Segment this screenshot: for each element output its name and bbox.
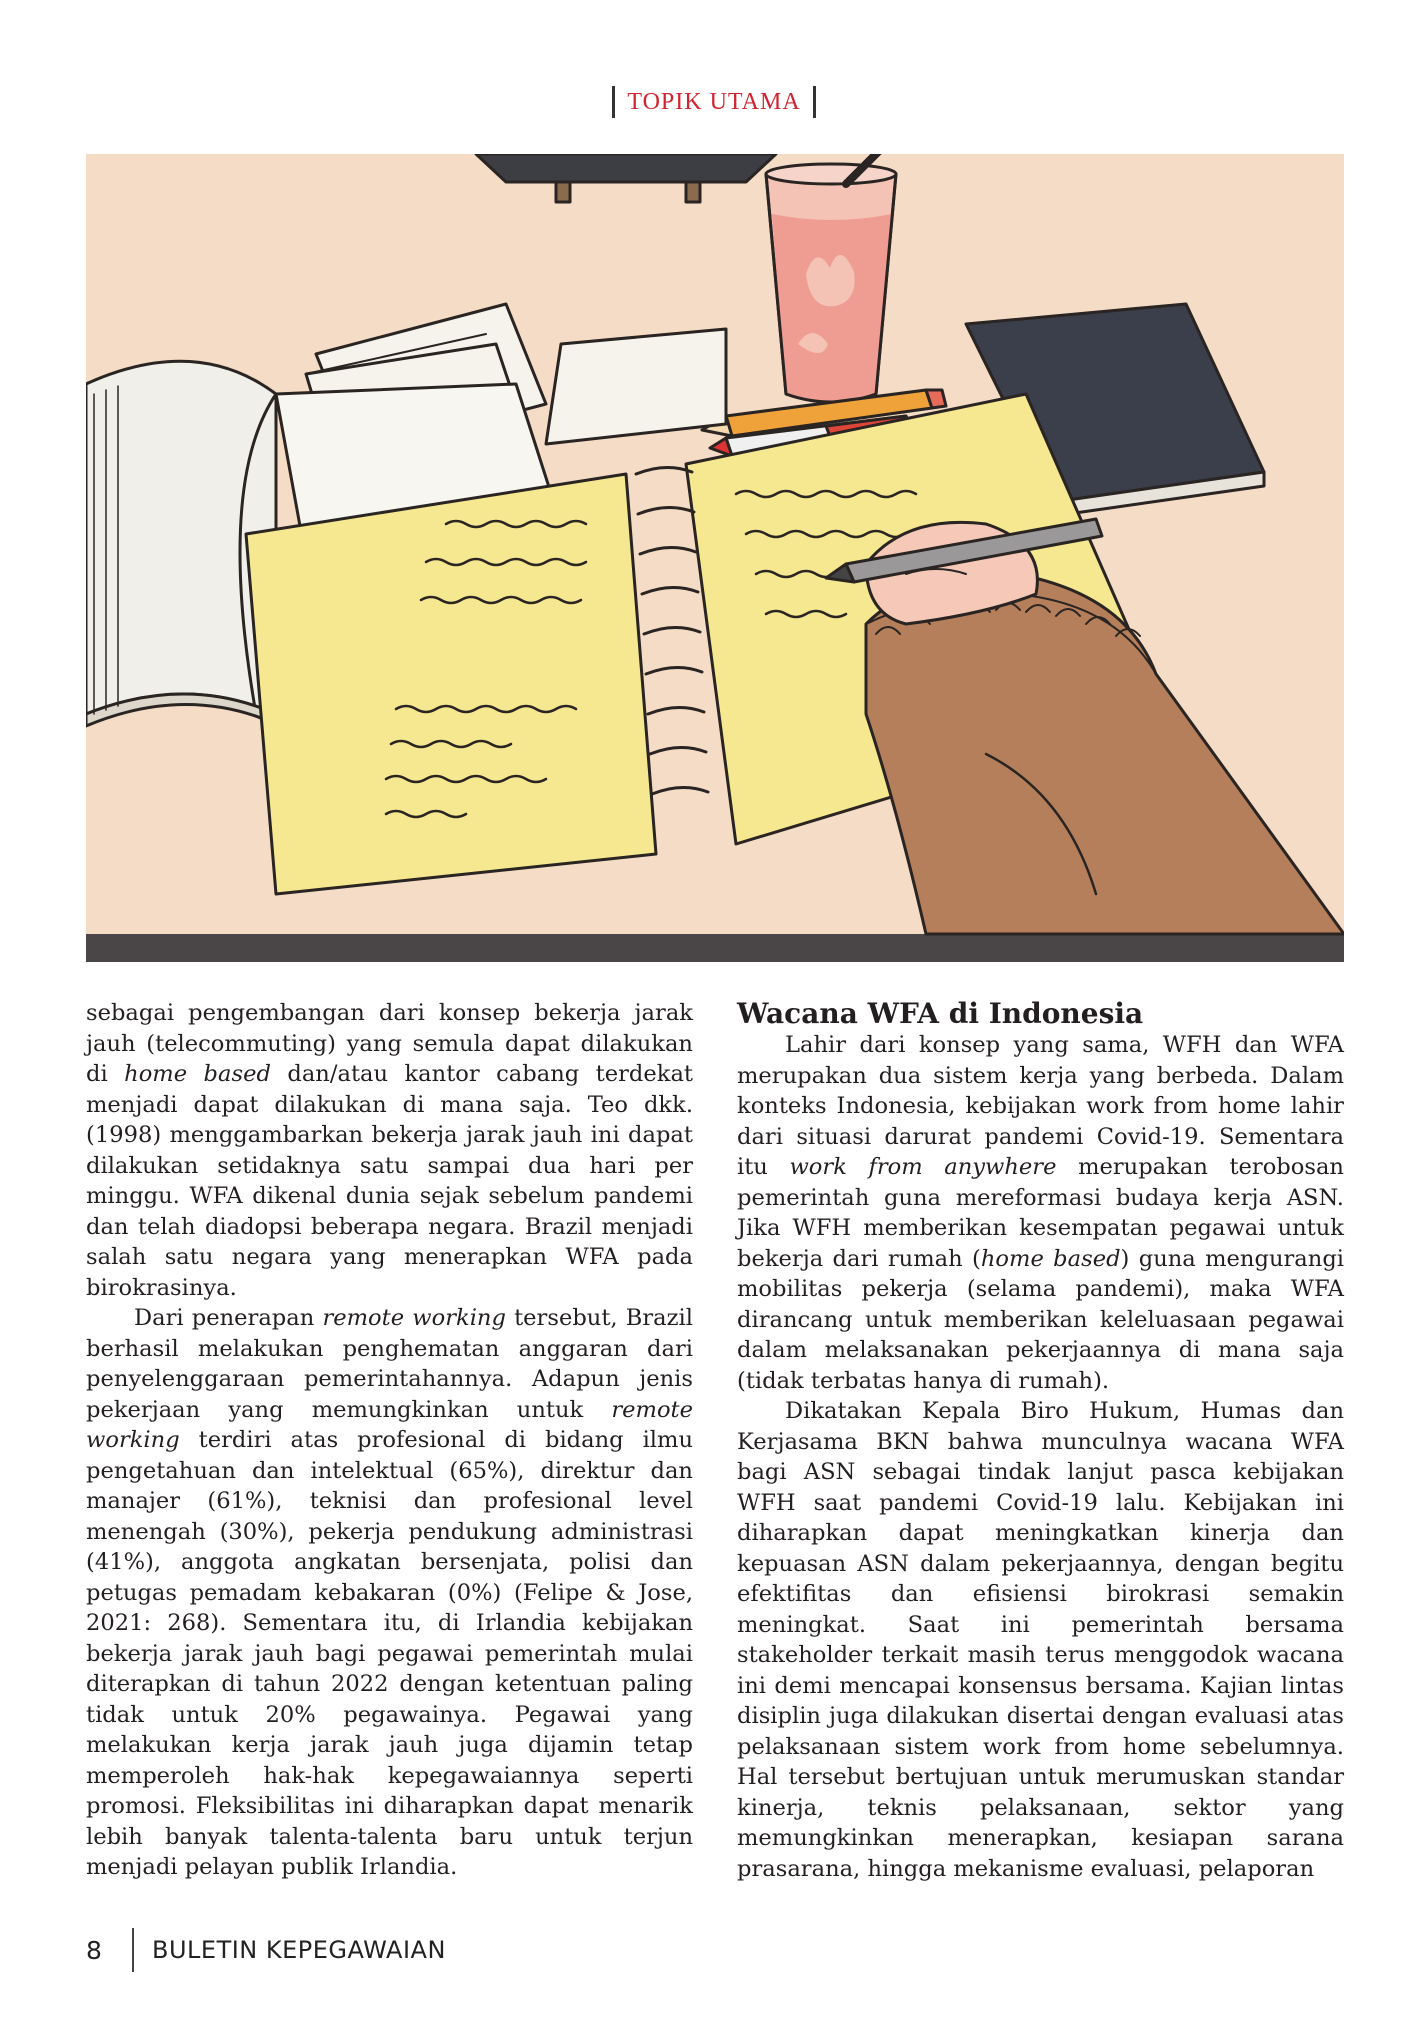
section-heading: Wacana WFA di Indonesia xyxy=(737,997,1144,1030)
text-run: Dikatakan Kepala Biro Hukum, Humas dan Kerjasama BKN bahwa munculnya wacana WFA bagi ASN sebagai tindak lanjut pasca kebijakan WFH saat pandemi Covid-19 lalu. Kebijakan ini diharapkan dapat meningkatkan kinerja dan kepuasan ASN dalam pekerjaannya, dengan begitu efektifitas dan efisiensi birokrasi semakin meningkat. Saat ini pemerintah bersama stakeholder terkait masih terus menggodok wacana ini demi mencapai konsensus bersama. Kajian lintas disiplin juga dilakukan disertai dengan evaluasi atas pelaksanaan sistem work from home sebelumnya. Hal tersebut bertujuan untuk merumuskan standar kinerja, teknis pelaksanaan, sektor yang memungkinkan menerapkan, kesiapan sarana prasarana, hingga mekanisme evaluasi, pelaporan xyxy=(737,1398,1344,1882)
italic-text: home based xyxy=(124,1061,271,1087)
footer-divider xyxy=(132,1928,134,1972)
text-run: merupakan terobosan pemerintah guna mereformasi budaya kerja ASN. Jika WFH memberikan kesempatan pegawai untuk bekerja dari rumah ( xyxy=(737,1154,1344,1272)
desk-edge xyxy=(86,934,1344,962)
italic-text: remote working xyxy=(322,1305,506,1331)
chair-back xyxy=(476,154,776,182)
italic-text: home based xyxy=(980,1245,1121,1272)
text-run: sebagai pengembangan dari konsep bekerja jarak jauh (telecommuting) yang semula dapat dilakukan di xyxy=(86,1000,693,1087)
text-run: tersebut, Brazil berhasil melakukan penghematan anggaran dari penyelenggaraan pemerintahannya. Adapun jenis pekerjaan yang memungkinkan untuk xyxy=(86,1305,693,1423)
illustration-desk-writing xyxy=(86,154,1344,962)
text-run: dan/atau kantor cabang terdekat menjadi dapat dilakukan di mana saja. Teo dkk. (1998) menggambarkan bekerja jarak jauh ini dapat dilakukan setidaknya satu sampai dua hari per minggu. WFA dikenal dunia sejak sebelum pandemi dan telah diadopsi beberapa negara. Brazil menjadi salah satu negara yang menerapkan WFA pada birokrasinya. xyxy=(86,1061,693,1301)
paragraph xyxy=(86,998,693,1303)
text-run: Dari penerapan xyxy=(134,1305,323,1331)
page-footer xyxy=(86,1928,446,1972)
paragraph xyxy=(86,1303,693,1883)
publication-name: BULETIN KEPEGAWAIAN xyxy=(152,1936,446,1964)
italic-text: work from anywhere xyxy=(789,1154,1057,1180)
right-column xyxy=(737,998,1344,1884)
paragraph xyxy=(737,1030,1344,1396)
text-run: ) guna mengurangi mobilitas pekerja (selama pandemi), maka WFA dirancang untuk memberikan keleluasaan pegawai dalam melaksanakan pekerjaannya di mana saja (tidak terbatas hanya di rumah). xyxy=(737,1245,1345,1394)
page-number: 8 xyxy=(86,1935,102,1965)
left-column xyxy=(86,998,693,1883)
paragraph xyxy=(737,1396,1344,1884)
drink-glass xyxy=(766,154,896,402)
section-tag-label: TOPIK UTAMA xyxy=(612,86,815,118)
section-tag xyxy=(0,86,1428,118)
text-run: Lahir dari konsep yang sama, WFH dan WFA merupakan dua sistem kerja yang berbeda. Dalam konteks Indonesia, kebijakan work from home lahir dari situasi darurat pandemi Covid-19. Sementara itu xyxy=(737,1032,1344,1180)
italic-text: remote working xyxy=(86,1396,693,1453)
text-run: terdiri atas profesional di bidang ilmu pengetahuan dan intelektual (65%), direktur dan manajer (61%), teknisi dan profesional level menengah (30%), pekerja pendukung administrasi (41%), anggota angkatan bersenjata, polisi dan petugas pemadam kebakaran (0%) (Felipe & Jose, 2021: 268). Sementara itu, di Irlandia kebijakan bekerja jarak jauh bagi pegawai pemerintah mulai diterapkan di tahun 2022 dengan ketentuan paling tidak untuk 20% pegawainya. Pegawai yang melakukan kerja jarak jauh juga dijamin tetap memperoleh hak-hak kepegawaiannya seperti promosi. Fleksibilitas ini diharapkan dapat menarik lebih banyak talenta-talenta baru untuk terjun menjadi pelayan publik Irlandia. xyxy=(86,1427,693,1880)
